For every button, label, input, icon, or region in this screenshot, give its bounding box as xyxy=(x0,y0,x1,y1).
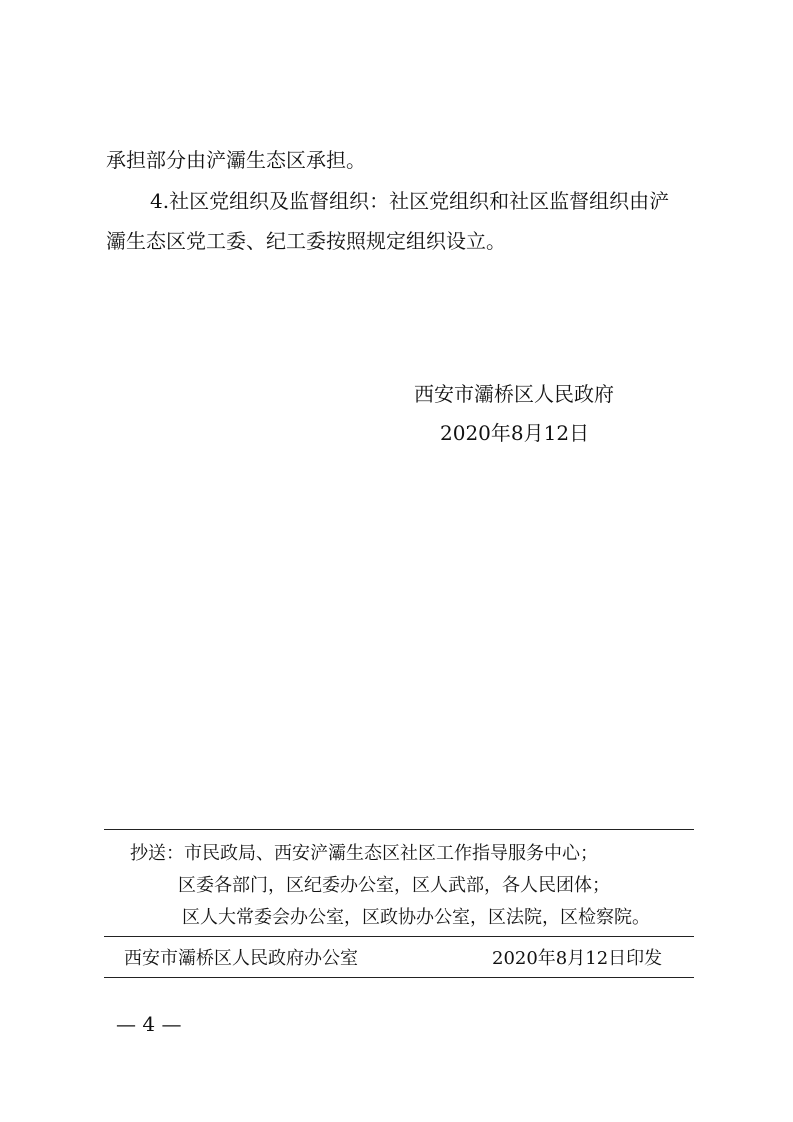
cc-line-3: 区人大常委会办公室，区政协办公室，区法院，区检察院。 xyxy=(182,907,650,928)
paragraph-end: 承担部分由浐灞生态区承担。 xyxy=(106,148,366,172)
signature-organization: 西安市灞桥区人民政府 xyxy=(414,382,614,406)
cc-line-1: 抄送：市民政局、西安浐灞生态区社区工作指导服务中心； xyxy=(130,843,598,864)
item-4-line-1: 4.社区党组织及监督组织：社区党组织和社区监督组织由浐 xyxy=(150,189,670,213)
divider-bottom xyxy=(104,977,694,978)
issue-date: 2020年8月12日印发 xyxy=(492,948,663,969)
cc-line-2: 区委各部门，区纪委办公室，区人武部，各人民团体； xyxy=(178,875,610,896)
issuer-organization: 西安市灞桥区人民政府办公室 xyxy=(124,948,358,969)
item-4-line-2: 灞生态区党工委、纪工委按照规定组织设立。 xyxy=(106,229,506,253)
divider-middle xyxy=(104,936,694,937)
page-number: — 4 — xyxy=(116,1012,182,1036)
signature-date: 2020年8月12日 xyxy=(440,421,590,445)
divider-top xyxy=(104,829,694,830)
